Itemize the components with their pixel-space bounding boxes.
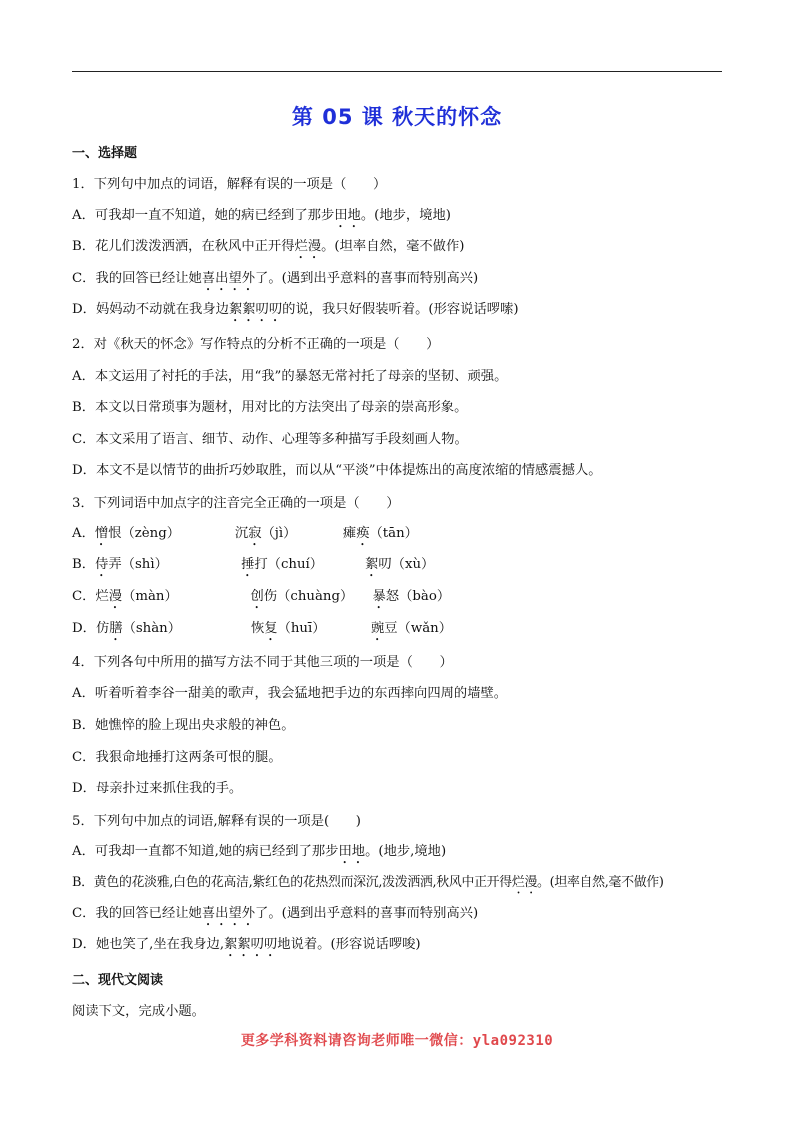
q1-option-d: D．妈妈动不动就在我身边絮絮叨叨的说，我只好假装听着。(形容说话啰嗦) bbox=[72, 302, 519, 317]
q4-option-a: A．听着听着李谷一甜美的歌声，我会猛地把手边的东西摔向四周的墙壁。 bbox=[72, 686, 508, 701]
reading-instruction: 阅读下文，完成小题。 bbox=[72, 1004, 205, 1019]
page-title: 第 05 课 秋天的怀念 bbox=[291, 105, 503, 129]
q3-stem: 3．下列词语中加点字的注音完全正确的一项是（ ） bbox=[72, 496, 400, 511]
q3-option-c: C．烂漫（màn） 创伤（chuàng） 暴怒（bào） bbox=[72, 589, 451, 604]
q2-option-d: D．本文不是以情节的曲折巧妙取胜，而以从“平淡”中体提炼出的高度浓缩的情感震撼人。 bbox=[72, 463, 602, 478]
q1-stem: 1．下列句中加点的词语，解释有误的一项是（ ） bbox=[72, 177, 387, 192]
q2-option-b: B．本文以日常琐事为题材，用对比的方法突出了母亲的崇高形象。 bbox=[72, 400, 468, 415]
q5-stem: 5．下列句中加点的词语,解释有误的一项是( ) bbox=[72, 814, 361, 829]
q5-option-b: B．黄色的花淡雅,白色的花高洁,紫红色的花热烈而深沉,泼泼洒洒,秋风中正开得烂漫。(坦率自然,毫不做作) bbox=[72, 875, 664, 890]
q4-option-d: D．母亲扑过来抓住我的手。 bbox=[72, 781, 243, 796]
section-heading-reading: 二、现代文阅读 bbox=[72, 973, 164, 988]
q4-option-c: C．我狠命地捶打这两条可恨的腿。 bbox=[72, 750, 282, 765]
q2-option-c: C．本文采用了语言、细节、动作、心理等多种描写手段刻画人物。 bbox=[72, 432, 468, 447]
q2-option-a: A．本文运用了衬托的手法，用“我”的暴怒无常衬托了母亲的坚韧、顽强。 bbox=[72, 369, 508, 384]
q1-option-b: B．花儿们泼泼洒洒，在秋风中正开得烂漫。(坦率自然，毫不做作) bbox=[72, 239, 465, 254]
q1-option-c: C．我的回答已经让她喜出望外了。(遇到出乎意料的喜事而特别高兴) bbox=[72, 271, 479, 286]
header-rule bbox=[72, 71, 722, 72]
q4-stem: 4．下列各句中所用的描写方法不同于其他三项的一项是（ ） bbox=[72, 655, 453, 670]
section-heading-choice: 一、选择题 bbox=[72, 146, 138, 161]
q5-option-c: C．我的回答已经让她喜出望外了。(遇到出乎意料的喜事而特别高兴) bbox=[72, 906, 479, 921]
q5-option-d: D．她也笑了,坐在我身边,絮絮叨叨地说着。(形容说话啰唆) bbox=[72, 937, 421, 952]
q1-option-a: A．可我却一直不知道，她的病已经到了那步田地。(地步，境地) bbox=[72, 208, 452, 223]
q4-option-b: B．她憔悴的脸上现出央求般的神色。 bbox=[72, 718, 295, 733]
footer-watermark: 更多学科资料请咨询老师唯一微信：yla092310 bbox=[240, 1033, 554, 1049]
q5-option-a: A．可我却一直都不知道,她的病已经到了那步田地。(地步,境地) bbox=[72, 844, 447, 859]
q3-option-d: D．仿膳（shàn） 恢复（huī） 豌豆（wǎn） bbox=[72, 621, 453, 636]
q3-option-a: A．憎恨（zèng） 沉寂（jì） 瘫痪（tān） bbox=[72, 526, 418, 541]
q2-stem: 2．对《秋天的怀念》写作特点的分析不正确的一项是（ ） bbox=[72, 337, 440, 352]
q3-option-b: B．侍弄（shì） 捶打（chuí） 絮叨（xù） bbox=[72, 557, 435, 572]
